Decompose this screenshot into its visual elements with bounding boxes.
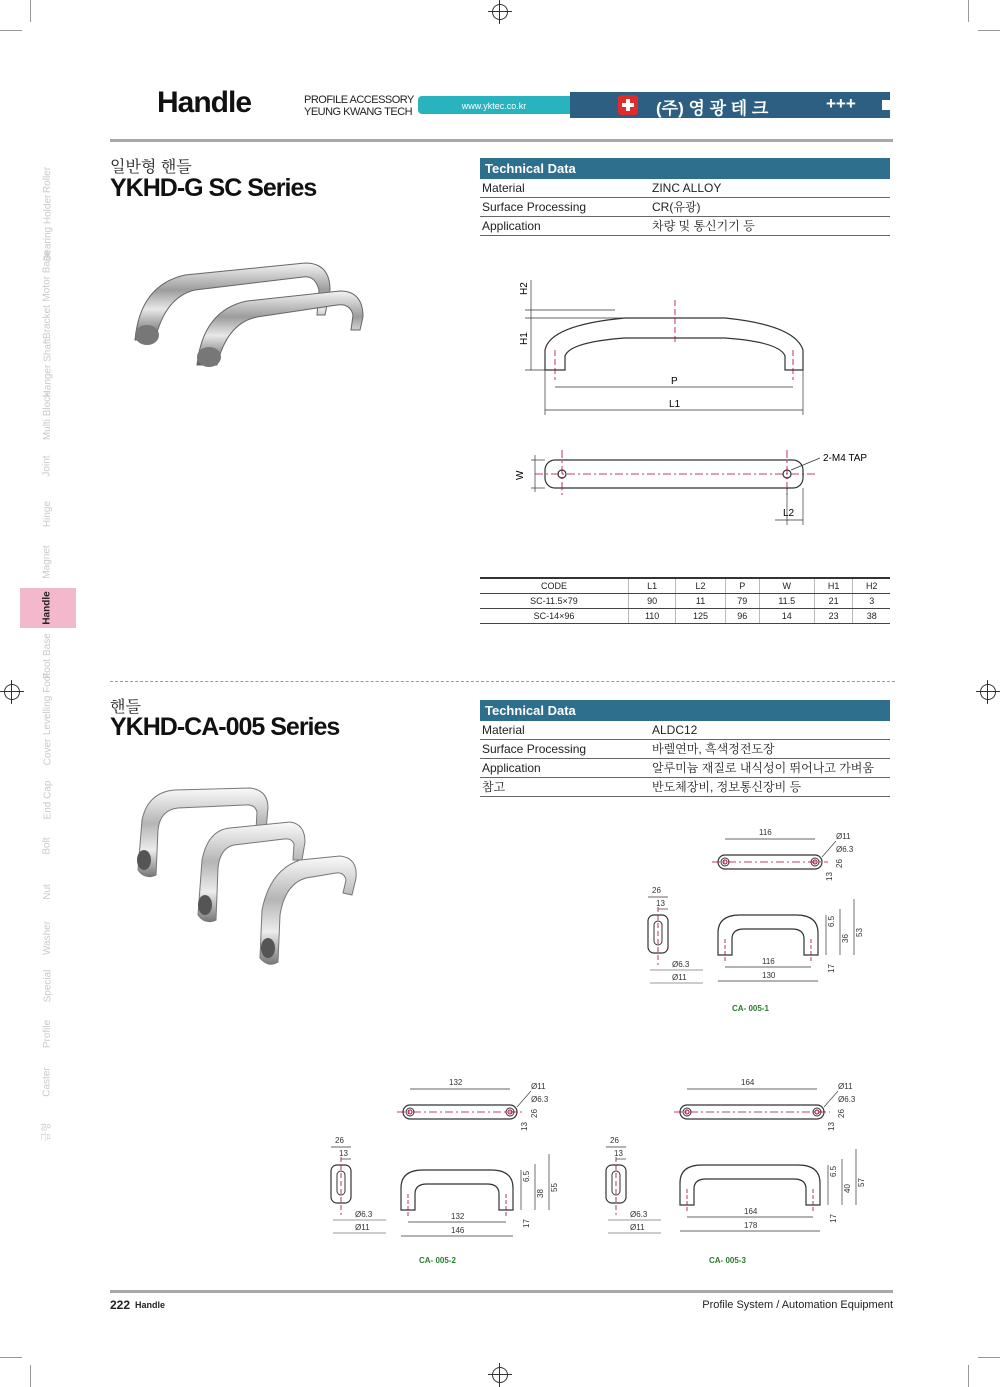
tech-value: ALDC12: [652, 723, 698, 737]
dim-half: 13: [614, 1149, 623, 1158]
tech-row: [480, 198, 890, 217]
dim-tap: 2-M4 TAP: [823, 453, 868, 464]
sidebar-item-금형[interactable]: [20, 1112, 76, 1152]
table-cell: 110: [628, 609, 675, 624]
trim-line: [0, 1357, 22, 1358]
dim-width: 26: [335, 1136, 344, 1145]
registration-mark-right: [980, 684, 996, 700]
url-pill[interactable]: [418, 96, 570, 114]
leader-line: [517, 1091, 531, 1107]
table-cell: 79: [725, 594, 759, 609]
sidebar-item-profile[interactable]: [20, 1014, 76, 1054]
table-header-row: [480, 578, 890, 594]
dim-width: 26: [652, 886, 661, 895]
table-header-cell: H1: [814, 578, 853, 594]
dim-outer-diameter: Ø11: [836, 832, 851, 841]
sidebar-item-label: Magnet: [41, 545, 53, 579]
dim-outer-diameter: Ø11: [531, 1082, 546, 1091]
dim-h2: H2: [519, 282, 530, 295]
sidebar-item-hinge[interactable]: [20, 494, 76, 534]
brand-line-2: YEUNG KWANG TECH: [304, 106, 413, 118]
dim-width: 26: [610, 1136, 619, 1145]
sidebar-item-label: Hanger Shaft: [42, 338, 53, 398]
trim-line: [978, 30, 1000, 31]
dim-inner-diameter: Ø6.3: [836, 845, 854, 854]
registration-mark-left: [4, 684, 20, 700]
front-view-outline: [680, 1165, 820, 1205]
company-logo-icon: [618, 95, 638, 115]
dim-outer-diameter: Ø11: [630, 1223, 645, 1232]
sidebar-item-handle[interactable]: [20, 588, 76, 628]
sidebar-item-washer[interactable]: [20, 918, 76, 958]
table-cell: SC-11.5×79: [480, 594, 628, 609]
sidebar-item-label: Profile: [41, 1019, 53, 1049]
tech-value: 바렐연마, 흑색정전도장: [652, 742, 775, 756]
dim-base: 17: [829, 1214, 838, 1223]
dim-outer-diameter: Ø11: [355, 1223, 370, 1232]
dim-inner-diameter: Ø6.3: [355, 1210, 373, 1219]
tech-data-header: Technical Data: [480, 158, 890, 179]
sidebar-item-joint[interactable]: [20, 446, 76, 486]
table-body: [480, 594, 890, 624]
sidebar-item-levelling-foot[interactable]: [20, 672, 76, 736]
section2-product-image: [130, 780, 370, 970]
tech-row: [480, 217, 890, 236]
tech-key: Material: [482, 723, 525, 737]
drawing-caption: CA- 005-3: [709, 1256, 746, 1265]
trim-line: [0, 30, 22, 31]
table-cell: SC-14×96: [480, 609, 628, 624]
tech-value: 알루미늄 재질로 내식성이 뛰어나고 가벼움: [652, 761, 874, 775]
section2-tech-data: [480, 700, 890, 797]
sidebar-item-bearing-holder[interactable]: [20, 194, 76, 262]
sidebar-item-nut[interactable]: [20, 872, 76, 912]
dim-pitch: 116: [759, 828, 772, 837]
company-name: (주) 영 광 테 크: [656, 99, 769, 118]
table-cell: 96: [725, 609, 759, 624]
footer-rule: [110, 1290, 893, 1293]
dim-half: 13: [656, 899, 665, 908]
sidebar-item-label: Joint: [42, 455, 53, 477]
dim-outer-diameter: Ø11: [672, 973, 687, 982]
tech-data-header: Technical Data: [480, 700, 890, 721]
dim-outer-diameter: Ø11: [838, 1082, 853, 1091]
table-header-cell: CODE: [480, 578, 628, 594]
tech-row: [480, 179, 890, 198]
tech-key: Application: [482, 219, 541, 233]
footer-right: Profile System / Automation Equipment: [702, 1299, 893, 1311]
section1-drawing: [495, 270, 895, 535]
url-text: www.yktec.co.kr: [461, 101, 527, 111]
section1-series-title: YKHD-G SC Series: [110, 174, 317, 202]
table-header-cell: H2: [853, 578, 890, 594]
dim-height-c: 53: [855, 928, 864, 937]
sidebar-item-bracket[interactable]: [20, 302, 76, 342]
dim-top-width: 26: [530, 1109, 539, 1118]
dim-inner-diameter: Ø6.3: [531, 1095, 549, 1104]
tech-key: Surface Processing: [482, 200, 587, 214]
trim-line: [30, 0, 31, 22]
dim-pitch: 164: [744, 1207, 758, 1216]
dim-half: 13: [339, 1149, 348, 1158]
tech-key: Material: [482, 181, 525, 195]
dim-pitch: 164: [741, 1078, 755, 1087]
sidebar-item-label: 금형: [41, 1122, 53, 1142]
table-cell: 23: [814, 609, 853, 624]
sidebar-item-label: Washer: [42, 920, 53, 956]
table-header-cell: P: [725, 578, 759, 594]
sidebar-item-label: Foot Base: [42, 633, 53, 679]
dim-w: W: [515, 470, 526, 480]
ca-005-3-drawing: [600, 1060, 890, 1270]
sidebar-item-cover[interactable]: [20, 732, 76, 772]
sidebar-item-end-cap[interactable]: [20, 780, 76, 820]
table-cell: 3: [853, 594, 890, 609]
tech-row: [480, 759, 890, 778]
sidebar-item-label: End Cap: [41, 780, 53, 820]
dim-top-height: 13: [827, 1122, 836, 1131]
sidebar-item-label: Motor Base: [41, 250, 53, 302]
table-cell: 21: [814, 594, 853, 609]
drawing-caption: CA- 005-1: [732, 1004, 769, 1013]
header-rule: [110, 139, 893, 142]
dim-length: 130: [762, 971, 776, 980]
table-header-cell: L1: [628, 578, 675, 594]
dim-height-a: 6.5: [827, 915, 836, 927]
tech-key: 참고: [482, 780, 506, 794]
table-cell: 125: [676, 609, 725, 624]
registration-mark-top: [492, 4, 508, 20]
dim-height-a: 6.5: [522, 1170, 531, 1182]
sidebar-item-label: Roller: [42, 166, 53, 194]
table-cell: 11: [676, 594, 725, 609]
registration-mark-bottom: [492, 1367, 508, 1383]
front-view-outline: [401, 1170, 513, 1210]
tech-value: ZINC ALLOY: [652, 181, 722, 195]
dim-pitch: 132: [449, 1078, 463, 1087]
dim-height-c: 55: [550, 1183, 559, 1192]
tech-row: [480, 721, 890, 740]
company-banner: [570, 92, 890, 118]
sidebar-item-label: Bolt: [41, 837, 53, 855]
dim-h1: H1: [519, 332, 530, 345]
sidebar-item-label: Cover: [42, 738, 53, 766]
sidebar-item-multi-block[interactable]: [20, 391, 76, 441]
banner-end-mark: [882, 100, 890, 110]
dim-length: 146: [451, 1226, 465, 1235]
section1-kr-title: 일반형 핸들: [110, 159, 192, 176]
table-cell: 38: [853, 609, 890, 624]
sidebar-item-hanger-shaft[interactable]: [20, 338, 76, 398]
tech-value: 차량 및 통신기기 등: [652, 219, 755, 233]
footer-section: Handle: [135, 1300, 166, 1310]
dim-top-width: 26: [837, 1109, 846, 1118]
dim-top-height: 13: [825, 872, 834, 881]
sidebar-item-label: Hinge: [41, 500, 53, 528]
leader-line: [824, 1091, 838, 1107]
sidebar-item-special[interactable]: [20, 966, 76, 1006]
table-cell: 11.5: [759, 594, 814, 609]
trim-line: [968, 0, 969, 22]
section1-tech-data: [480, 158, 890, 236]
table-header-cell: W: [759, 578, 814, 594]
dim-height-b: 38: [536, 1189, 545, 1198]
trim-line: [30, 1365, 31, 1387]
dim-height-b: 40: [843, 1184, 852, 1193]
dim-top-width: 26: [835, 859, 844, 868]
sidebar-item-foot-base[interactable]: [20, 633, 76, 679]
table-row: [480, 594, 890, 609]
dim-inner-diameter: Ø6.3: [630, 1210, 648, 1219]
sidebar-item-label: Nut: [42, 884, 53, 900]
dim-l1: L1: [669, 399, 681, 410]
section2-series-title: YKHD-CA-005 Series: [110, 713, 340, 741]
tech-row: [480, 740, 890, 759]
dim-length: 178: [744, 1221, 758, 1230]
dim-pitch: 132: [451, 1212, 465, 1221]
table-cell: 90: [628, 594, 675, 609]
footer-page-number: 222: [110, 1298, 131, 1312]
brand-line-1: PROFILE ACCESSORY: [304, 94, 414, 106]
section1-product-image: [125, 245, 375, 385]
dim-base: 17: [827, 964, 836, 973]
dim-pitch: 116: [762, 957, 775, 966]
dim-top-height: 13: [520, 1122, 529, 1131]
sidebar-item-label: Multi Block: [41, 391, 53, 441]
dim-height-a: 6.5: [829, 1165, 838, 1177]
dim-l2: L2: [783, 508, 795, 519]
dim-height-b: 36: [841, 934, 850, 943]
trim-line: [978, 1357, 1000, 1358]
company-plus: +++: [826, 94, 856, 113]
drawing-caption: CA- 005-2: [419, 1256, 456, 1265]
dim-base: 17: [522, 1219, 531, 1228]
dim-height-c: 57: [857, 1178, 866, 1187]
sidebar-item-label: Caster: [41, 1067, 53, 1097]
table-header-cell: L2: [676, 578, 725, 594]
sidebar-item-magnet[interactable]: [20, 542, 76, 582]
dim-p: P: [671, 376, 678, 387]
tech-value: CR(유광): [652, 200, 701, 214]
sidebar-item-motor-base[interactable]: [20, 250, 76, 302]
page-title: Handle: [157, 86, 252, 119]
front-view-outline: [718, 915, 818, 955]
table-cell: 14: [759, 609, 814, 624]
sidebar-item-label: Handle: [42, 591, 53, 625]
sidebar-item-label: Bracket: [42, 305, 53, 339]
trim-line: [968, 1365, 969, 1387]
sidebar-item-bolt[interactable]: [20, 826, 76, 866]
sidebar-item-label: Special: [42, 969, 53, 1003]
table-row: [480, 609, 890, 624]
section2-kr-title: 핸들: [110, 699, 141, 716]
tech-value: 반도체장비, 정보통신장비 등: [652, 780, 802, 794]
tech-key: Surface Processing: [482, 742, 587, 756]
leader-line: [822, 841, 836, 857]
dim-inner-diameter: Ø6.3: [672, 960, 690, 969]
sidebar-item-label: Bearing Holder: [42, 194, 53, 262]
ca-005-2-drawing: [325, 1060, 575, 1270]
tech-row: [480, 778, 890, 797]
section1-spec-table: [480, 577, 890, 624]
tech-key: Application: [482, 761, 541, 775]
sidebar-item-caster[interactable]: [20, 1062, 76, 1102]
sidebar-item-label: Levelling Foot: [42, 672, 54, 736]
section-divider: [110, 681, 895, 682]
dim-inner-diameter: Ø6.3: [838, 1095, 856, 1104]
ca-005-1-drawing: [640, 815, 880, 1020]
